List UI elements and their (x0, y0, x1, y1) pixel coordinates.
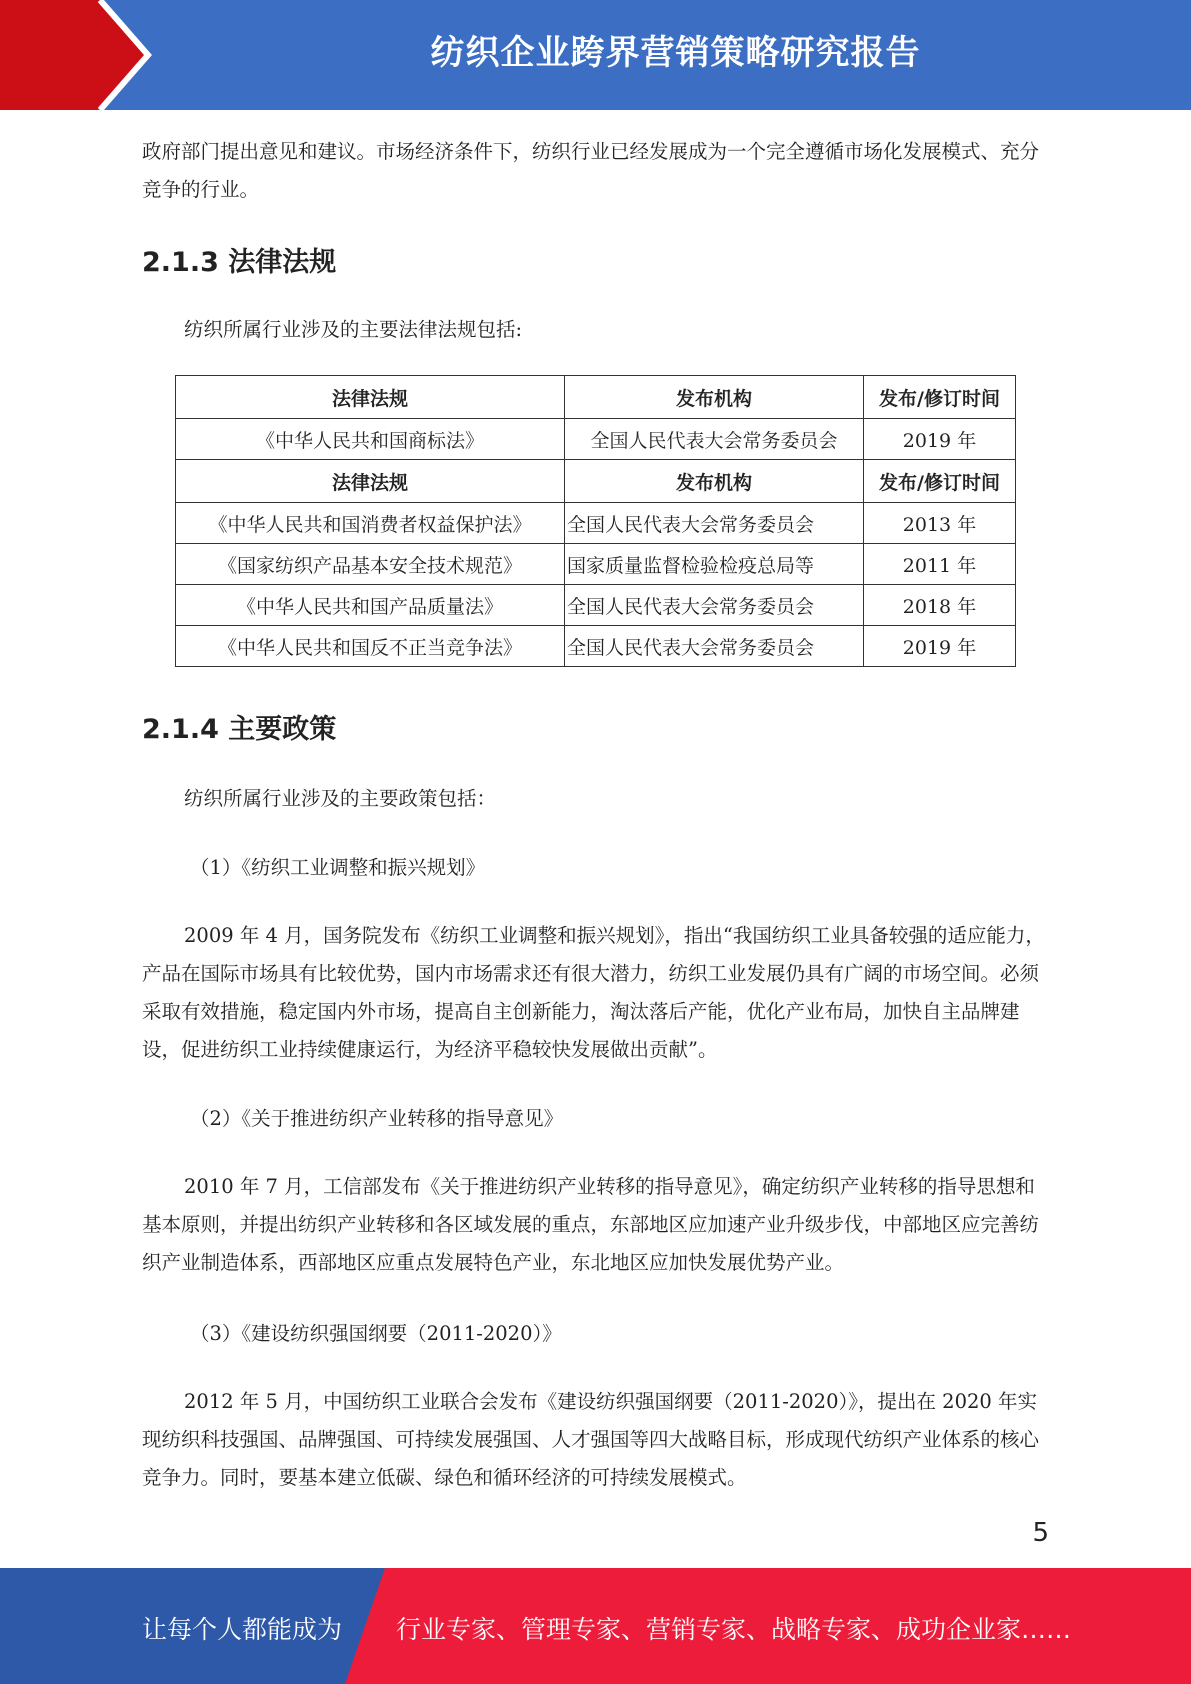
table-header-cell: 法律法规 (176, 460, 565, 503)
policy-item-title: （2）《关于推进纺织产业转移的指导意见》 (190, 1107, 564, 1130)
table-header-cell: 法律法规 (176, 376, 565, 419)
table-header-cell: 发布机构 (565, 460, 864, 503)
footer-slogan-right: 行业专家、管理专家、营销专家、战略专家、成功企业家…… (396, 1615, 1072, 1644)
table-header-cell: 发布/修订时间 (864, 460, 1016, 503)
table-cell: 2013 年 (864, 503, 1016, 544)
policy-item-title: （1）《纺织工业调整和振兴规划》 (190, 856, 486, 879)
table-cell: 《中华人民共和国消费者权益保护法》 (176, 503, 565, 544)
table-header-row (176, 376, 1016, 419)
table-row (176, 626, 1016, 667)
table-cell: 《中华人民共和国产品质量法》 (176, 585, 565, 626)
table-cell: 全国人民代表大会常务委员会 (565, 419, 864, 460)
header-arrow-decoration (0, 0, 160, 110)
table-cell: 2018 年 (864, 585, 1016, 626)
policy-item-text: 2009 年 4 月，国务院发布《纺织工业调整和振兴规划》，指出“我国纺织工业具备较强的适应能力，产品在国际市场具有比较优势，国内市场需求还有很大潜力，纺织工业发展仍具有广阔的市场空间。必须采取有效措施，稳定国内外市场，提高自主创新能力，淘汰落后产能，优化产业布局，加快自主品牌建设，促进纺织工业持续健康运行，为经济平稳较快发展做出贡献”。 (142, 924, 1045, 1061)
table-header-cell: 发布/修订时间 (864, 376, 1016, 419)
table-cell: 2019 年 (864, 419, 1016, 460)
footer-slogan-left: 让每个人都能成为 (142, 1615, 343, 1644)
laws-table (175, 375, 1016, 667)
section-heading-2-1-3: 2.1.3 法律法规 (142, 247, 337, 278)
table-header-cell: 发布机构 (565, 376, 864, 419)
table-cell: 《中华人民共和国商标法》 (176, 419, 565, 460)
policy-item-title: （3）《建设纺织强国纲要（2011-2020）》 (190, 1322, 562, 1345)
policy-item-text: 2012 年 5 月，中国纺织工业联合会发布《建设纺织强国纲要（2011-2020）》，提出在 2020 年实现纺织科技强国、品牌强国、可持续发展强国、人才强国等四大战略目标，形成现代纺织产业体系的核心竞争力。同时，要基本建立低碳、绿色和循环经济的可持续发展模式。 (142, 1390, 1040, 1489)
table-row (176, 419, 1016, 460)
table-row (176, 585, 1016, 626)
page-number: 5 (1032, 1518, 1049, 1548)
table-cell: 全国人民代表大会常务委员会 (565, 626, 864, 667)
table-cell: 2011 年 (864, 544, 1016, 585)
table-cell: 《国家纺织产品基本安全技术规范》 (176, 544, 565, 585)
section-heading-2-1-4: 2.1.4 主要政策 (142, 714, 337, 745)
page-header (0, 0, 1191, 110)
table-cell: 2019 年 (864, 626, 1016, 667)
table-repeated-header-row (176, 460, 1016, 503)
table-cell: 国家质量监督检验检疫总局等 (565, 544, 864, 585)
policy-item-text: 2010 年 7 月，工信部发布《关于推进纺织产业转移的指导意见》，确定纺织产业转移的指导思想和基本原则，并提出纺织产业转移和各区域发展的重点，东部地区应加速产业升级步伐，中部地区应完善纺织产业制造体系，西部地区应重点发展特色产业，东北地区应加快发展优势产业。 (142, 1175, 1040, 1274)
section-2-1-3-intro: 纺织所属行业涉及的主要法律法规包括: (184, 318, 523, 341)
table-cell: 全国人民代表大会常务委员会 (565, 503, 864, 544)
section-2-1-4-intro: 纺织所属行业涉及的主要政策包括： (184, 787, 497, 810)
table-row (176, 503, 1016, 544)
report-title: 纺织企业跨界营销策略研究报告 (430, 33, 921, 73)
table-row (176, 544, 1016, 585)
table-cell: 全国人民代表大会常务委员会 (565, 585, 864, 626)
intro-paragraph: 政府部门提出意见和建议。市场经济条件下，纺织行业已经发展成为一个完全遵循市场化发展模式、充分竞争的行业。 (142, 140, 1040, 201)
table-cell: 《中华人民共和国反不正当竞争法》 (176, 626, 565, 667)
